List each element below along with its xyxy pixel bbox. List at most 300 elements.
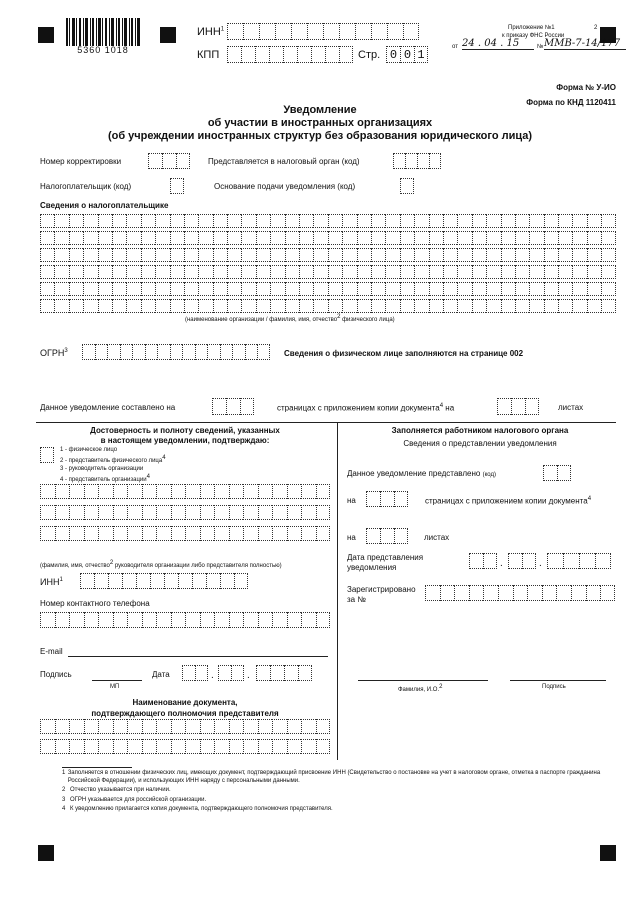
input-cell[interactable] — [371, 231, 385, 245]
input-cell[interactable] — [457, 248, 471, 262]
input-cell[interactable] — [184, 265, 198, 279]
input-cell[interactable] — [256, 282, 270, 296]
input-cell[interactable] — [272, 484, 287, 499]
input-cell[interactable] — [229, 526, 244, 541]
input-cell[interactable] — [572, 231, 586, 245]
tax-organ-cells[interactable] — [393, 153, 441, 169]
input-cell[interactable] — [241, 248, 255, 262]
input-cell[interactable] — [198, 231, 212, 245]
input-cell[interactable] — [142, 526, 157, 541]
input-cell[interactable] — [69, 248, 83, 262]
date-month-cells[interactable] — [218, 665, 244, 681]
input-cell[interactable] — [285, 299, 299, 313]
input-cell[interactable] — [136, 573, 150, 589]
input-cell[interactable] — [69, 612, 84, 628]
phone-cells[interactable] — [40, 612, 330, 628]
input-cell[interactable] — [556, 585, 571, 601]
date-day-cells[interactable] — [182, 665, 208, 681]
input-cell[interactable] — [232, 344, 245, 360]
left-inn-cells[interactable] — [80, 573, 248, 589]
kpp-cells[interactable] — [227, 46, 353, 63]
input-cell[interactable] — [69, 231, 83, 245]
input-cell[interactable] — [287, 739, 302, 754]
input-cell[interactable] — [472, 248, 486, 262]
input-cell[interactable] — [241, 282, 255, 296]
input-cell[interactable] — [171, 505, 186, 520]
input-cell[interactable] — [214, 526, 229, 541]
input-cell[interactable] — [414, 231, 428, 245]
input-cell[interactable] — [258, 484, 273, 499]
input-cell[interactable] — [142, 739, 157, 754]
input-cell[interactable] — [243, 739, 258, 754]
inn-cells[interactable] — [227, 23, 419, 40]
input-cell[interactable] — [155, 214, 169, 228]
input-cell[interactable] — [69, 299, 83, 313]
doc-grid[interactable] — [40, 719, 330, 759]
input-cell[interactable] — [145, 344, 158, 360]
input-cell[interactable] — [371, 265, 385, 279]
input-cell[interactable] — [185, 484, 200, 499]
input-cell[interactable] — [385, 265, 399, 279]
input-cell[interactable] — [185, 612, 200, 628]
input-cell[interactable] — [486, 265, 500, 279]
input-cell[interactable] — [55, 505, 70, 520]
input-cell[interactable] — [313, 214, 327, 228]
input-cell[interactable] — [69, 265, 83, 279]
input-cell[interactable] — [301, 719, 316, 734]
input-cell[interactable] — [529, 265, 543, 279]
input-cell[interactable] — [171, 739, 186, 754]
input-cell[interactable] — [40, 248, 54, 262]
input-cell[interactable] — [171, 526, 186, 541]
input-cell[interactable] — [141, 231, 155, 245]
input-cell[interactable] — [227, 265, 241, 279]
input-cell[interactable] — [285, 265, 299, 279]
input-cell[interactable] — [142, 484, 157, 499]
input-cell[interactable] — [472, 299, 486, 313]
input-cell[interactable] — [587, 214, 601, 228]
input-cell[interactable] — [40, 214, 54, 228]
input-cell[interactable] — [184, 214, 198, 228]
input-cell[interactable] — [243, 505, 258, 520]
input-cell[interactable] — [55, 739, 70, 754]
input-cell[interactable] — [287, 526, 302, 541]
input-cell[interactable] — [112, 265, 126, 279]
input-cell[interactable] — [98, 265, 112, 279]
input-cell[interactable] — [55, 719, 70, 734]
taxpayer-code-cell[interactable] — [170, 178, 184, 194]
name-grid[interactable] — [40, 214, 616, 316]
input-cell[interactable] — [156, 526, 171, 541]
input-cell[interactable] — [587, 265, 601, 279]
input-cell[interactable] — [171, 719, 186, 734]
input-cell[interactable] — [55, 484, 70, 499]
input-cell[interactable] — [513, 585, 528, 601]
input-cell[interactable] — [558, 299, 572, 313]
input-cell[interactable] — [84, 505, 99, 520]
input-cell[interactable] — [234, 573, 248, 589]
input-cell[interactable] — [414, 265, 428, 279]
input-cell[interactable] — [429, 299, 443, 313]
cell-row[interactable] — [40, 739, 330, 754]
input-cell[interactable] — [40, 299, 54, 313]
input-cell[interactable] — [156, 505, 171, 520]
input-cell[interactable] — [371, 299, 385, 313]
presented-code-cells[interactable] — [543, 465, 571, 481]
input-cell[interactable] — [126, 282, 140, 296]
input-cell[interactable] — [429, 265, 443, 279]
right-sheets-cells[interactable] — [366, 528, 408, 544]
input-cell[interactable] — [112, 231, 126, 245]
input-cell[interactable] — [457, 299, 471, 313]
input-cell[interactable] — [69, 214, 83, 228]
input-cell[interactable] — [156, 612, 171, 628]
input-cell[interactable] — [301, 739, 316, 754]
input-cell[interactable] — [313, 231, 327, 245]
input-cell[interactable] — [156, 739, 171, 754]
input-cell[interactable] — [220, 573, 234, 589]
input-cell[interactable] — [301, 505, 316, 520]
input-cell[interactable] — [587, 231, 601, 245]
input-cell[interactable] — [185, 505, 200, 520]
input-cell[interactable] — [440, 585, 455, 601]
input-cell[interactable] — [443, 214, 457, 228]
input-cell[interactable] — [155, 231, 169, 245]
input-cell[interactable] — [156, 719, 171, 734]
input-cell[interactable] — [328, 282, 342, 296]
input-cell[interactable] — [40, 719, 55, 734]
input-cell[interactable] — [457, 231, 471, 245]
basis-cell[interactable] — [400, 178, 414, 194]
input-cell[interactable] — [501, 282, 515, 296]
input-cell[interactable] — [258, 719, 273, 734]
input-cell[interactable] — [198, 248, 212, 262]
input-cell[interactable] — [40, 505, 55, 520]
input-cell[interactable] — [443, 299, 457, 313]
input-cell[interactable] — [243, 612, 258, 628]
input-cell[interactable] — [486, 299, 500, 313]
input-cell[interactable] — [313, 248, 327, 262]
input-cell[interactable] — [357, 282, 371, 296]
input-cell[interactable] — [529, 282, 543, 296]
input-cell[interactable] — [229, 612, 244, 628]
input-cell[interactable] — [287, 612, 302, 628]
input-cell[interactable] — [258, 739, 273, 754]
input-cell[interactable] — [83, 231, 97, 245]
input-cell[interactable] — [258, 612, 273, 628]
input-cell[interactable] — [241, 265, 255, 279]
input-cell[interactable] — [515, 299, 529, 313]
input-cell[interactable] — [108, 573, 122, 589]
input-cell[interactable] — [443, 231, 457, 245]
input-cell[interactable] — [214, 739, 229, 754]
input-cell[interactable] — [400, 299, 414, 313]
input-cell[interactable] — [558, 214, 572, 228]
input-cell[interactable] — [184, 282, 198, 296]
input-cell[interactable] — [192, 573, 206, 589]
input-cell[interactable] — [200, 484, 215, 499]
presentation-day-cells[interactable] — [469, 553, 497, 569]
input-cell[interactable] — [213, 248, 227, 262]
correction-cells[interactable] — [148, 153, 190, 169]
input-cell[interactable] — [141, 265, 155, 279]
input-cell[interactable] — [529, 299, 543, 313]
input-cell[interactable] — [400, 265, 414, 279]
input-cell[interactable] — [241, 231, 255, 245]
input-cell[interactable] — [54, 231, 68, 245]
input-cell[interactable] — [214, 484, 229, 499]
input-cell[interactable] — [299, 214, 313, 228]
input-cell[interactable] — [357, 231, 371, 245]
cell-row[interactable] — [40, 612, 330, 628]
input-cell[interactable] — [98, 484, 113, 499]
input-cell[interactable] — [601, 231, 615, 245]
input-cell[interactable] — [572, 248, 586, 262]
input-cell[interactable] — [385, 214, 399, 228]
input-cell[interactable] — [214, 505, 229, 520]
input-cell[interactable] — [155, 282, 169, 296]
input-cell[interactable] — [127, 612, 142, 628]
input-cell[interactable] — [142, 719, 157, 734]
input-cell[interactable] — [342, 265, 356, 279]
input-cell[interactable] — [69, 719, 84, 734]
input-cell[interactable] — [371, 214, 385, 228]
confirm-role-cell[interactable] — [40, 447, 54, 463]
input-cell[interactable] — [98, 282, 112, 296]
input-cell[interactable] — [357, 248, 371, 262]
input-cell[interactable] — [414, 282, 428, 296]
input-cell[interactable] — [285, 214, 299, 228]
input-cell[interactable] — [313, 282, 327, 296]
input-cell[interactable] — [112, 214, 126, 228]
input-cell[interactable] — [558, 248, 572, 262]
input-cell[interactable] — [220, 344, 233, 360]
input-cell[interactable] — [243, 526, 258, 541]
input-cell[interactable] — [256, 231, 270, 245]
input-cell[interactable] — [287, 505, 302, 520]
input-cell[interactable] — [213, 265, 227, 279]
input-cell[interactable] — [84, 526, 99, 541]
input-cell[interactable] — [207, 344, 220, 360]
input-cell[interactable] — [141, 299, 155, 313]
input-cell[interactable] — [213, 299, 227, 313]
input-cell[interactable] — [601, 282, 615, 296]
input-cell[interactable] — [245, 344, 258, 360]
input-cell[interactable] — [385, 231, 399, 245]
input-cell[interactable] — [501, 214, 515, 228]
input-cell[interactable] — [170, 231, 184, 245]
input-cell[interactable] — [287, 719, 302, 734]
input-cell[interactable] — [40, 526, 55, 541]
input-cell[interactable] — [98, 719, 113, 734]
date-year-cells[interactable] — [256, 665, 312, 681]
input-cell[interactable] — [287, 484, 302, 499]
input-cell[interactable] — [529, 231, 543, 245]
input-cell[interactable] — [54, 265, 68, 279]
input-cell[interactable] — [127, 526, 142, 541]
input-cell[interactable] — [113, 612, 128, 628]
input-cell[interactable] — [601, 299, 615, 313]
input-cell[interactable] — [40, 612, 55, 628]
input-cell[interactable] — [515, 214, 529, 228]
input-cell[interactable] — [170, 344, 183, 360]
input-cell[interactable] — [113, 505, 128, 520]
input-cell[interactable] — [316, 505, 331, 520]
input-cell[interactable] — [170, 282, 184, 296]
input-cell[interactable] — [206, 573, 220, 589]
input-cell[interactable] — [54, 248, 68, 262]
input-cell[interactable] — [198, 214, 212, 228]
input-cell[interactable] — [544, 248, 558, 262]
input-cell[interactable] — [357, 265, 371, 279]
input-cell[interactable] — [601, 265, 615, 279]
input-cell[interactable] — [182, 344, 195, 360]
input-cell[interactable] — [127, 719, 142, 734]
input-cell[interactable] — [200, 526, 215, 541]
input-cell[interactable] — [170, 214, 184, 228]
input-cell[interactable] — [171, 612, 186, 628]
input-cell[interactable] — [328, 265, 342, 279]
right-sign-field[interactable] — [510, 680, 606, 681]
input-cell[interactable] — [425, 585, 440, 601]
input-cell[interactable] — [342, 248, 356, 262]
input-cell[interactable] — [270, 248, 284, 262]
input-cell[interactable] — [198, 265, 212, 279]
input-cell[interactable] — [558, 265, 572, 279]
input-cell[interactable] — [301, 612, 316, 628]
input-cell[interactable] — [113, 719, 128, 734]
input-cell[interactable] — [544, 282, 558, 296]
input-cell[interactable] — [457, 265, 471, 279]
input-cell[interactable] — [498, 585, 513, 601]
input-cell[interactable] — [472, 231, 486, 245]
input-cell[interactable] — [342, 282, 356, 296]
input-cell[interactable] — [572, 214, 586, 228]
input-cell[interactable] — [469, 585, 484, 601]
input-cell[interactable] — [443, 248, 457, 262]
input-cell[interactable] — [414, 248, 428, 262]
input-cell[interactable] — [299, 248, 313, 262]
input-cell[interactable] — [328, 299, 342, 313]
input-cell[interactable] — [385, 282, 399, 296]
input-cell[interactable] — [113, 739, 128, 754]
input-cell[interactable] — [55, 526, 70, 541]
input-cell[interactable] — [83, 214, 97, 228]
cell-row[interactable] — [40, 248, 616, 262]
input-cell[interactable] — [198, 299, 212, 313]
input-cell[interactable] — [227, 214, 241, 228]
input-cell[interactable] — [501, 248, 515, 262]
input-cell[interactable] — [501, 299, 515, 313]
input-cell[interactable] — [184, 231, 198, 245]
input-cell[interactable] — [185, 526, 200, 541]
input-cell[interactable] — [316, 484, 331, 499]
input-cell[interactable] — [429, 282, 443, 296]
input-cell[interactable] — [142, 612, 157, 628]
input-cell[interactable] — [84, 739, 99, 754]
input-cell[interactable] — [170, 265, 184, 279]
input-cell[interactable] — [601, 248, 615, 262]
input-cell[interactable] — [126, 214, 140, 228]
input-cell[interactable] — [113, 526, 128, 541]
input-cell[interactable] — [198, 282, 212, 296]
input-cell[interactable] — [185, 719, 200, 734]
input-cell[interactable] — [486, 214, 500, 228]
input-cell[interactable] — [256, 248, 270, 262]
input-cell[interactable] — [155, 299, 169, 313]
input-cell[interactable] — [270, 265, 284, 279]
input-cell[interactable] — [515, 265, 529, 279]
input-cell[interactable] — [472, 214, 486, 228]
cell-row[interactable] — [40, 484, 330, 499]
input-cell[interactable] — [357, 299, 371, 313]
input-cell[interactable] — [313, 265, 327, 279]
right-fio-field[interactable] — [358, 680, 488, 681]
input-cell[interactable] — [155, 265, 169, 279]
input-cell[interactable] — [572, 299, 586, 313]
input-cell[interactable] — [486, 282, 500, 296]
input-cell[interactable] — [313, 299, 327, 313]
input-cell[interactable] — [122, 573, 136, 589]
input-cell[interactable] — [40, 265, 54, 279]
input-cell[interactable] — [328, 248, 342, 262]
input-cell[interactable] — [157, 344, 170, 360]
input-cell[interactable] — [299, 299, 313, 313]
input-cell[interactable] — [587, 299, 601, 313]
input-cell[interactable] — [270, 214, 284, 228]
input-cell[interactable] — [272, 719, 287, 734]
input-cell[interactable] — [414, 214, 428, 228]
input-cell[interactable] — [141, 248, 155, 262]
input-cell[interactable] — [178, 573, 192, 589]
input-cell[interactable] — [600, 585, 615, 601]
input-cell[interactable] — [55, 612, 70, 628]
input-cell[interactable] — [400, 231, 414, 245]
input-cell[interactable] — [69, 739, 84, 754]
input-cell[interactable] — [515, 248, 529, 262]
input-cell[interactable] — [371, 248, 385, 262]
input-cell[interactable] — [328, 214, 342, 228]
cell-row[interactable] — [40, 719, 330, 734]
input-cell[interactable] — [429, 248, 443, 262]
input-cell[interactable] — [83, 248, 97, 262]
input-cell[interactable] — [243, 484, 258, 499]
input-cell[interactable] — [472, 265, 486, 279]
input-cell[interactable] — [342, 231, 356, 245]
input-cell[interactable] — [200, 612, 215, 628]
input-cell[interactable] — [54, 282, 68, 296]
cell-row[interactable] — [40, 231, 616, 245]
input-cell[interactable] — [371, 282, 385, 296]
input-cell[interactable] — [501, 265, 515, 279]
sign-field[interactable] — [92, 680, 142, 681]
input-cell[interactable] — [400, 214, 414, 228]
input-cell[interactable] — [94, 573, 108, 589]
pages-count-cells[interactable] — [212, 398, 254, 415]
input-cell[interactable] — [272, 612, 287, 628]
input-cell[interactable] — [457, 214, 471, 228]
registered-cells[interactable] — [425, 585, 615, 601]
input-cell[interactable] — [227, 299, 241, 313]
ogrn-cells[interactable] — [82, 344, 270, 360]
input-cell[interactable] — [586, 585, 601, 601]
input-cell[interactable] — [316, 739, 331, 754]
input-cell[interactable] — [544, 231, 558, 245]
input-cell[interactable] — [120, 344, 133, 360]
input-cell[interactable] — [229, 505, 244, 520]
input-cell[interactable] — [229, 719, 244, 734]
input-cell[interactable] — [40, 484, 55, 499]
